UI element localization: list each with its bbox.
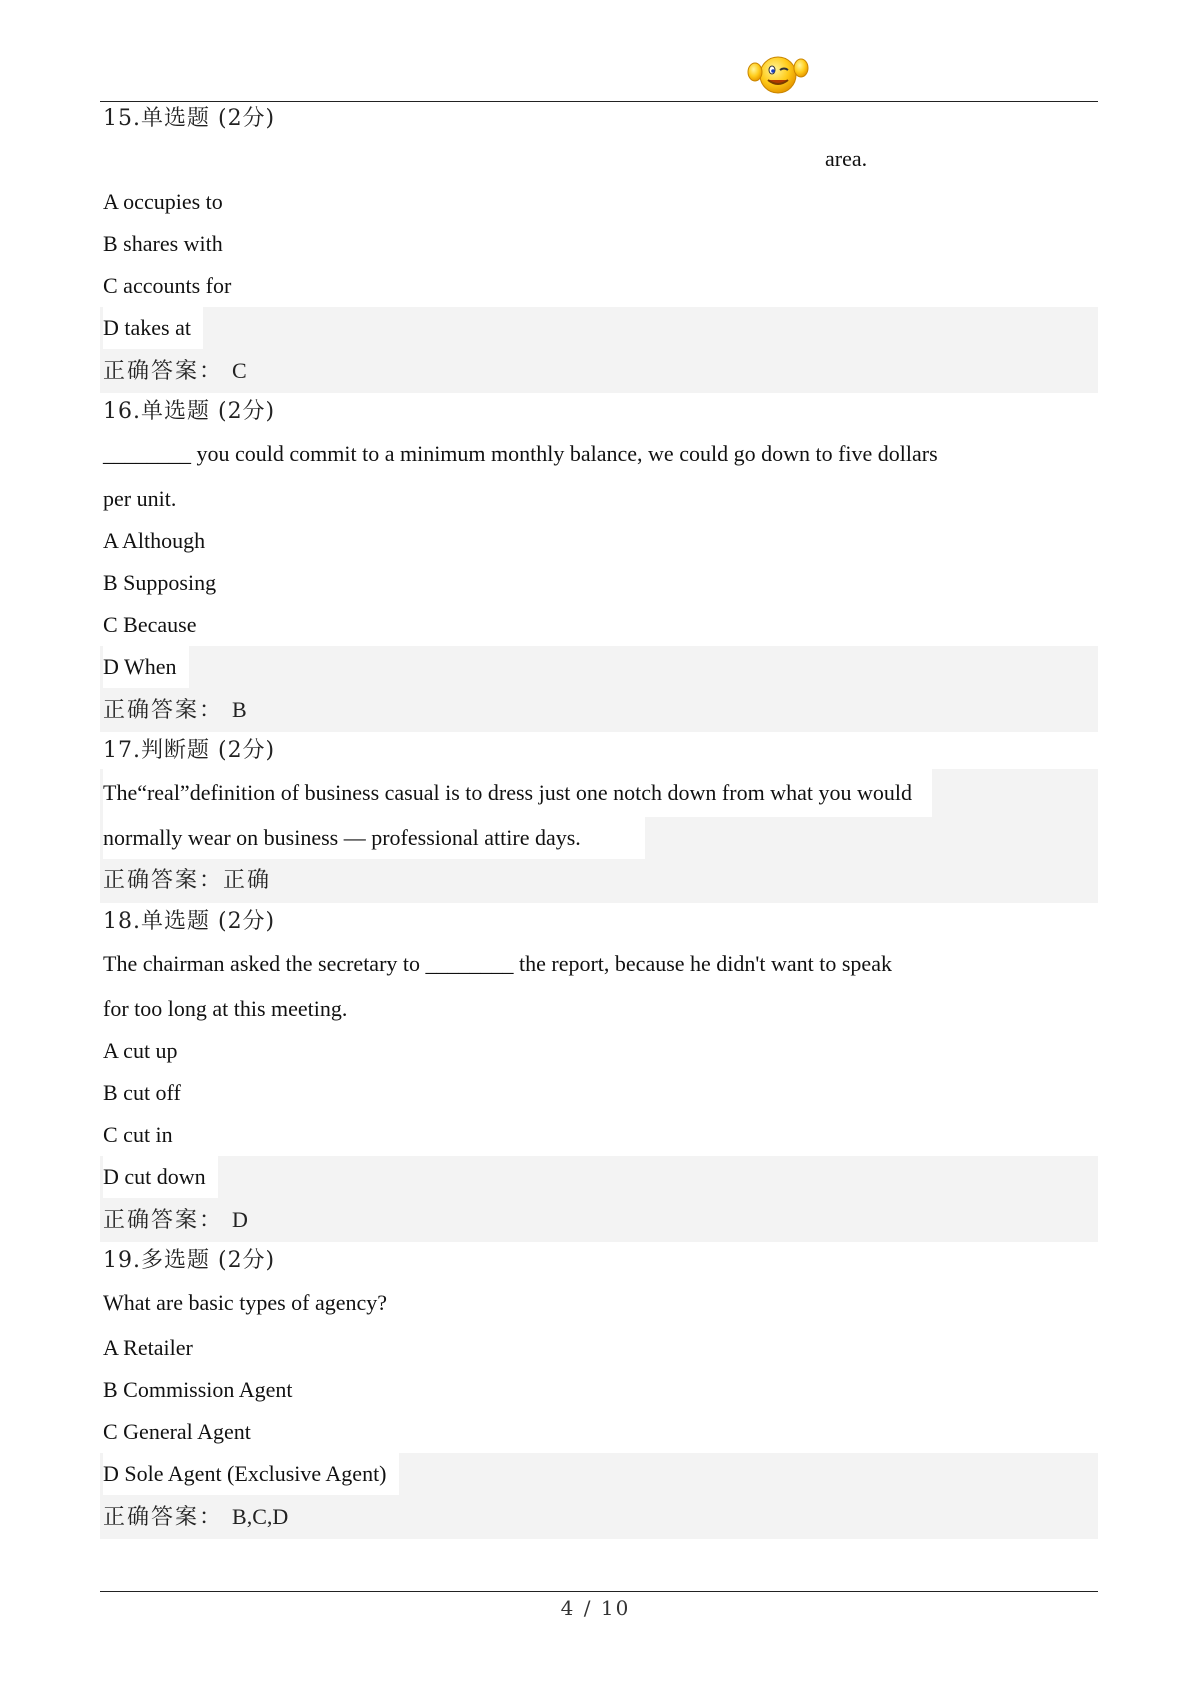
answer-block xyxy=(100,1156,1098,1242)
question-19 xyxy=(100,1242,1098,1539)
correct-answer xyxy=(100,688,1098,732)
question-15 xyxy=(100,100,1098,393)
answer-block xyxy=(100,1453,1098,1539)
option-b: B Commission Agent xyxy=(103,1377,293,1402)
option-b: B shares with xyxy=(103,231,223,256)
page-number: 4 / 10 xyxy=(560,1596,631,1620)
option-d: D cut down xyxy=(103,1156,218,1198)
correct-answer xyxy=(100,1198,1098,1242)
question-header: 17.判断题 (2分) xyxy=(103,738,276,763)
answer-label: 正确答案： xyxy=(103,868,224,893)
option-b: B Supposing xyxy=(103,570,217,595)
answer-block xyxy=(100,307,1098,393)
option-c: C General Agent xyxy=(103,1419,251,1444)
question-stem-line-2: per unit. xyxy=(103,486,177,511)
option-c: C accounts for xyxy=(103,273,232,298)
correct-answer xyxy=(100,349,1098,393)
answer-value: 正确 xyxy=(223,868,272,893)
option-a: A cut up xyxy=(103,1038,178,1063)
winking-smiley-icon xyxy=(746,50,810,96)
question-stem: What are basic types of agency? xyxy=(103,1290,388,1315)
question-stem-line-1: The chairman asked the secretary to ________ the report, because he didn't want to speak xyxy=(103,951,892,976)
answer-label: 正确答案： xyxy=(103,1208,224,1233)
correct-answer xyxy=(100,859,1098,903)
option-c: C Because xyxy=(103,612,197,637)
question-header: 18.单选题 (2分) xyxy=(103,909,276,934)
answer-value: B,C,D xyxy=(232,1504,289,1529)
answer-label: 正确答案： xyxy=(103,1505,224,1530)
answer-block xyxy=(100,769,1098,903)
question-stem-line-1: The“real”definition of business casual is to dress just one notch down from what you would xyxy=(103,769,932,817)
question-list xyxy=(100,100,1098,1539)
answer-block xyxy=(100,646,1098,732)
footer-rule xyxy=(100,1591,1098,1592)
question-stem-line-1: ________ you could commit to a minimum monthly balance, we could go down to five dollars xyxy=(103,441,938,466)
question-header: 15.单选题 (2分) xyxy=(103,106,276,131)
option-d: D takes at xyxy=(103,307,203,349)
question-header: 16.单选题 (2分) xyxy=(103,399,276,424)
option-c: C cut in xyxy=(103,1122,173,1147)
option-d: D When xyxy=(103,646,189,688)
answer-label: 正确答案： xyxy=(103,359,224,384)
option-a: A Retailer xyxy=(103,1335,193,1360)
question-stem-line-2: for too long at this meeting. xyxy=(103,996,348,1021)
correct-answer xyxy=(100,1495,1098,1539)
option-b: B cut off xyxy=(103,1080,181,1105)
answer-value: D xyxy=(232,1207,248,1232)
question-18 xyxy=(100,903,1098,1242)
option-a: A Although xyxy=(103,528,206,553)
option-d: D Sole Agent (Exclusive Agent) xyxy=(103,1453,399,1495)
question-stem: area. xyxy=(825,146,868,171)
question-stem-line-2: normally wear on business — professional attire days. xyxy=(103,817,645,859)
answer-value: B xyxy=(232,697,247,722)
answer-label: 正确答案： xyxy=(103,698,224,723)
question-header: 19.多选题 (2分) xyxy=(103,1248,276,1273)
option-a: A occupies to xyxy=(103,189,223,214)
question-16 xyxy=(100,393,1098,732)
answer-value: C xyxy=(232,358,247,383)
question-17 xyxy=(100,732,1098,903)
